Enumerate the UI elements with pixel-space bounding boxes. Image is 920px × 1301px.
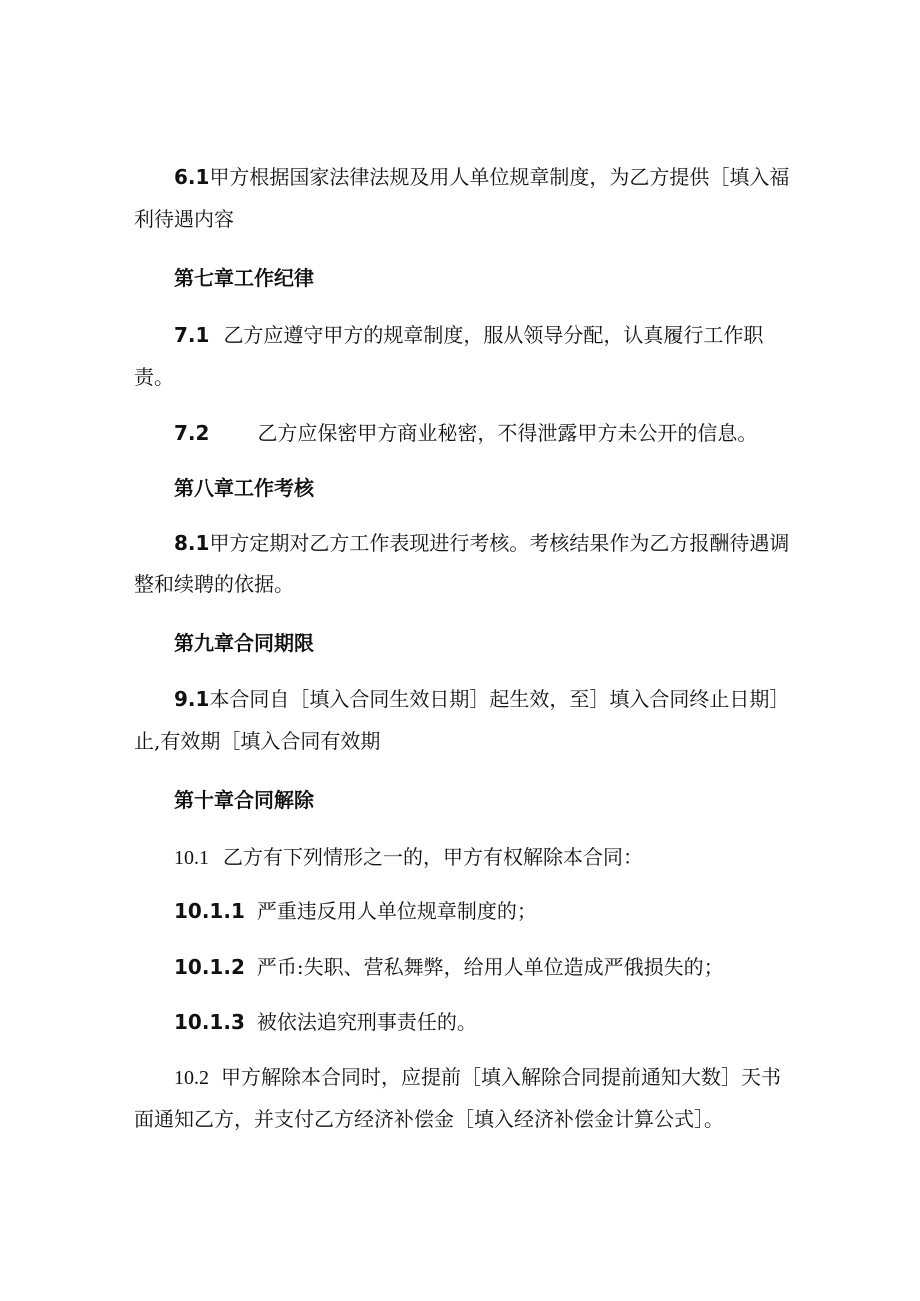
clause-text: 甲方定期对乙方工作表现进行考核。考核结果作为乙方报酬待遇调 (209, 531, 790, 555)
clause-10-2-line-1 (174, 1065, 781, 1090)
clause-text: 利待遇内容 (134, 207, 234, 231)
clause-text: 止,有效期［填入合同有效期 (134, 729, 381, 753)
clause-10-1-3 (174, 1010, 477, 1034)
clause-text: 整和续聘的依据。 (134, 572, 294, 596)
clause-10-1-2 (174, 955, 724, 979)
clause-text: 甲方根据国家法律法规及用人单位规章制度，为乙方提供［填入福 (209, 165, 790, 189)
clause-number: 10.1.1 (174, 899, 245, 923)
clause-text: 严重违反用人单位规章制度的； (256, 899, 537, 923)
clause-10-2-line-2 (134, 1107, 724, 1131)
clause-text: 乙方有下列情形之一的，甲方有权解除本合同： (223, 845, 643, 869)
clause-number: 7.2 (174, 421, 210, 445)
clause-7-1-line-2 (134, 365, 174, 389)
clause-text: 乙方应遵守甲方的规章制度，服从领导分配，认真履行工作职 (223, 323, 764, 347)
clause-number: 6.1 (174, 165, 210, 189)
chapter-9-heading: 第九章合同期限 (174, 631, 314, 655)
clause-text: 乙方应保密甲方商业秘密，不得泄露甲方未公开的信息。 (257, 421, 758, 445)
clause-number: 10.1.3 (174, 1010, 245, 1034)
clause-7-1-line-1 (174, 323, 763, 347)
clause-8-1-line-2 (134, 572, 294, 596)
clause-number: 9.1 (174, 687, 210, 711)
chapter-8-heading: 第八章工作考核 (174, 476, 314, 500)
clause-10-1 (174, 845, 643, 870)
clause-6-1-line-1 (174, 165, 789, 189)
clause-number: 8.1 (174, 531, 210, 555)
chapter-10-heading: 第十章合同解除 (174, 788, 314, 812)
clause-text: 严币:失职、营私舞弊，给用人单位造成严俄损失的； (256, 955, 724, 979)
clause-8-1-line-1 (174, 531, 789, 555)
clause-text: 责。 (134, 365, 174, 389)
clause-number: 10.1.2 (174, 955, 245, 979)
clause-number: 7.1 (174, 323, 210, 347)
clause-7-2 (174, 421, 757, 445)
clause-text: 甲方解除本合同时，应提前［填入解除合同提前通知大数］天书 (221, 1065, 781, 1089)
chapter-7-heading: 第七章工作纪律 (174, 266, 314, 290)
clause-9-1-line-2 (134, 729, 380, 753)
clause-number: 10.1 (174, 847, 209, 869)
clause-10-1-1 (174, 899, 537, 923)
clause-number: 10.2 (174, 1067, 209, 1089)
clause-text: 面通知乙方，并支付乙方经济补偿金［填入经济补偿金计算公式］。 (134, 1107, 724, 1131)
clause-text: 被依法追究刑事责任的。 (256, 1010, 477, 1034)
clause-text: 本合同自［填入合同生效日期］起生效，至］填入合同终止日期］ (209, 687, 790, 711)
clause-9-1-line-1 (174, 687, 789, 711)
clause-6-1-line-2 (134, 207, 234, 231)
